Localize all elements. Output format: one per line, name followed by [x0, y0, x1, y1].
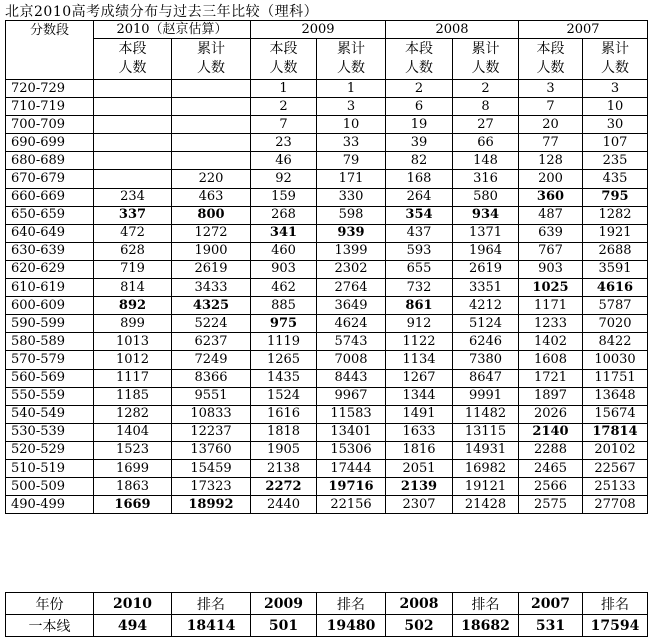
cumulative-count-cell: 435: [583, 170, 648, 188]
cumulative-count-cell: 220: [172, 170, 251, 188]
band-count-cell: 1344: [386, 387, 453, 405]
band-count-cell: 23: [251, 134, 317, 152]
rank-header-cell: 2010: [94, 593, 172, 615]
header-sub-label-line: 本段: [269, 41, 298, 57]
header-score-band: 分数段: [6, 21, 94, 80]
score-range-cell: 560-569: [6, 369, 94, 387]
cumulative-count-cell: [172, 152, 251, 170]
band-count-cell: 1404: [94, 423, 172, 441]
header-band-count: [251, 39, 317, 80]
score-range-cell: 720-729: [6, 80, 94, 98]
cumulative-count-cell: 66: [453, 134, 519, 152]
band-count-cell: 234: [94, 188, 172, 206]
band-count-cell: 1863: [94, 478, 172, 496]
score-range-cell: 530-539: [6, 423, 94, 441]
cumulative-count-cell: 1900: [172, 242, 251, 260]
band-count-cell: 7: [519, 98, 583, 116]
header-sub-label-line: 累计: [197, 41, 225, 57]
table-row: [6, 351, 648, 369]
cumulative-count-cell: 2302: [317, 260, 386, 278]
cumulative-count-cell: [172, 98, 251, 116]
cumulative-count-cell: 5743: [317, 333, 386, 351]
cumulative-count-cell: [172, 134, 251, 152]
table-row: [6, 152, 648, 170]
band-count-cell: 354: [386, 206, 453, 224]
cumulative-count-cell: 27: [453, 116, 519, 134]
header-cumulative-count: [583, 39, 648, 80]
cumulative-count-cell: 7249: [172, 351, 251, 369]
band-count-cell: 3: [519, 80, 583, 98]
band-count-cell: [94, 80, 172, 98]
band-count-cell: 975: [251, 315, 317, 333]
header-row-sub: [6, 39, 648, 80]
cumulative-count-cell: 330: [317, 188, 386, 206]
cumulative-count-cell: 3649: [317, 297, 386, 315]
cumulative-count-cell: 22156: [317, 496, 386, 514]
cumulative-count-cell: 18992: [172, 496, 251, 514]
band-count-cell: 639: [519, 224, 583, 242]
header-sub-label-line: 累计: [601, 41, 629, 57]
page-title: 北京2010高考成绩分布与过去三年比较（理科）: [5, 4, 319, 20]
cumulative-count-cell: 8647: [453, 369, 519, 387]
band-count-cell: 2: [386, 80, 453, 98]
rank-value-cell: 494: [94, 615, 172, 637]
cumulative-count-cell: 17814: [583, 423, 648, 441]
cumulative-count-cell: 7020: [583, 315, 648, 333]
cumulative-count-cell: 8366: [172, 369, 251, 387]
score-range-cell: 710-719: [6, 98, 94, 116]
cumulative-count-cell: 13115: [453, 423, 519, 441]
cumulative-count-cell: 30: [583, 116, 648, 134]
rank-header-cell: 2009: [251, 593, 317, 615]
rank-value-cell: 19480: [317, 615, 386, 637]
header-year-2007: 2007: [519, 21, 648, 39]
cumulative-count-cell: 5224: [172, 315, 251, 333]
band-count-cell: 337: [94, 206, 172, 224]
header-cumulative-count: [453, 39, 519, 80]
band-count-cell: 77: [519, 134, 583, 152]
header-row-years: [6, 21, 648, 39]
cumulative-count-cell: 5787: [583, 297, 648, 315]
band-count-cell: 2272: [251, 478, 317, 496]
band-count-cell: 1117: [94, 369, 172, 387]
band-count-cell: 1699: [94, 459, 172, 477]
band-count-cell: 7: [251, 116, 317, 134]
band-count-cell: 200: [519, 170, 583, 188]
band-count-cell: 1616: [251, 405, 317, 423]
band-count-cell: 168: [386, 170, 453, 188]
cumulative-count-cell: 19121: [453, 478, 519, 496]
rank-header-cell: 排名: [583, 593, 648, 615]
band-count-cell: 487: [519, 206, 583, 224]
header-band-count: [519, 39, 583, 80]
cumulative-count-cell: 17323: [172, 478, 251, 496]
header-sub-label-line: 人数: [337, 60, 365, 76]
header-sub-label-line: 本段: [536, 41, 565, 57]
band-count-cell: 899: [94, 315, 172, 333]
score-range-cell: 690-699: [6, 134, 94, 152]
cumulative-count-cell: 463: [172, 188, 251, 206]
table-row: [6, 260, 648, 278]
header-sub-label-line: 累计: [337, 41, 365, 57]
cumulative-count-cell: 17444: [317, 459, 386, 477]
header-cumulative-count: [317, 39, 386, 80]
table-row: [6, 224, 648, 242]
header-sub-label-line: 本段: [405, 41, 433, 57]
band-count-cell: 1633: [386, 423, 453, 441]
cumulative-count-cell: 5124: [453, 315, 519, 333]
cumulative-count-cell: 795: [583, 188, 648, 206]
band-count-cell: 655: [386, 260, 453, 278]
band-count-cell: 1122: [386, 333, 453, 351]
cumulative-count-cell: 8422: [583, 333, 648, 351]
band-count-cell: 1025: [519, 279, 583, 297]
band-count-cell: 885: [251, 297, 317, 315]
rank-value-cell: 502: [386, 615, 453, 637]
cumulative-count-cell: 934: [453, 206, 519, 224]
cumulative-count-cell: 1282: [583, 206, 648, 224]
band-count-cell: 1524: [251, 387, 317, 405]
band-count-cell: 719: [94, 260, 172, 278]
band-count-cell: 1402: [519, 333, 583, 351]
cumulative-count-cell: 3351: [453, 279, 519, 297]
band-count-cell: [94, 134, 172, 152]
header-sub-label-line: 本段: [118, 41, 147, 57]
band-count-cell: 1013: [94, 333, 172, 351]
band-count-cell: 903: [251, 260, 317, 278]
band-count-cell: 1897: [519, 387, 583, 405]
cumulative-count-cell: 1272: [172, 224, 251, 242]
table-row: [6, 441, 648, 459]
band-count-cell: 1608: [519, 351, 583, 369]
rank-header-cell: 排名: [317, 593, 386, 615]
cumulative-count-cell: 939: [317, 224, 386, 242]
score-range-cell: 700-709: [6, 116, 94, 134]
band-count-cell: 1669: [94, 496, 172, 514]
cumulative-count-cell: 21428: [453, 496, 519, 514]
table-row: [6, 170, 648, 188]
header-sub-label-line: 人数: [601, 60, 629, 76]
cumulative-count-cell: 4325: [172, 297, 251, 315]
cumulative-count-cell: 13401: [317, 423, 386, 441]
cumulative-count-cell: 15459: [172, 459, 251, 477]
cumulative-count-cell: 1399: [317, 242, 386, 260]
rank-header-row: [6, 593, 648, 615]
band-count-cell: 814: [94, 279, 172, 297]
cumulative-count-cell: 22567: [583, 459, 648, 477]
cumulative-count-cell: 79: [317, 152, 386, 170]
cumulative-count-cell: 107: [583, 134, 648, 152]
band-count-cell: 2051: [386, 459, 453, 477]
cumulative-count-cell: 235: [583, 152, 648, 170]
band-count-cell: 472: [94, 224, 172, 242]
rank-value-cell: 17594: [583, 615, 648, 637]
table-row: [6, 297, 648, 315]
header-sub-label-line: 人数: [269, 60, 298, 76]
score-range-cell: 610-619: [6, 279, 94, 297]
cumulative-count-cell: 2: [453, 80, 519, 98]
score-range-cell: 600-609: [6, 297, 94, 315]
rank-header-cell: 2008: [386, 593, 453, 615]
score-distribution-table: [5, 20, 648, 514]
cumulative-count-cell: 10: [583, 98, 648, 116]
band-count-cell: 1185: [94, 387, 172, 405]
cumulative-count-cell: 12237: [172, 423, 251, 441]
cumulative-count-cell: 9991: [453, 387, 519, 405]
header-sub-label-line: 累计: [471, 41, 500, 57]
score-range-cell: 550-559: [6, 387, 94, 405]
band-count-cell: 462: [251, 279, 317, 297]
first-tier-cutoff-table: [5, 592, 648, 637]
band-count-cell: 2465: [519, 459, 583, 477]
cumulative-count-cell: 33: [317, 134, 386, 152]
rank-value-cell: 一本线: [6, 615, 94, 637]
band-count-cell: 92: [251, 170, 317, 188]
band-count-cell: 264: [386, 188, 453, 206]
band-count-cell: 39: [386, 134, 453, 152]
cumulative-count-cell: [172, 116, 251, 134]
band-count-cell: 1491: [386, 405, 453, 423]
band-count-cell: 2140: [519, 423, 583, 441]
cumulative-count-cell: 20102: [583, 441, 648, 459]
score-range-cell: 670-679: [6, 170, 94, 188]
cumulative-count-cell: 25133: [583, 478, 648, 496]
cumulative-count-cell: 10833: [172, 405, 251, 423]
band-count-cell: [94, 170, 172, 188]
band-count-cell: 593: [386, 242, 453, 260]
band-count-cell: 1721: [519, 369, 583, 387]
band-count-cell: 19: [386, 116, 453, 134]
score-range-cell: 680-689: [6, 152, 94, 170]
header-year-2009: 2009: [251, 21, 386, 39]
band-count-cell: 1: [251, 80, 317, 98]
band-count-cell: 1265: [251, 351, 317, 369]
table-row: [6, 80, 648, 98]
band-count-cell: 82: [386, 152, 453, 170]
band-count-cell: 1282: [94, 405, 172, 423]
cumulative-count-cell: 11482: [453, 405, 519, 423]
cumulative-count-cell: 2688: [583, 242, 648, 260]
band-count-cell: 2139: [386, 478, 453, 496]
band-count-cell: 437: [386, 224, 453, 242]
score-range-cell: 540-549: [6, 405, 94, 423]
header-sub-label-line: 人数: [536, 60, 565, 76]
score-range-cell: 650-659: [6, 206, 94, 224]
header-year-2010: 2010（赵京估算）: [94, 21, 251, 39]
band-count-cell: 2: [251, 98, 317, 116]
cumulative-count-cell: 1921: [583, 224, 648, 242]
score-range-cell: 660-669: [6, 188, 94, 206]
cumulative-count-cell: 316: [453, 170, 519, 188]
cumulative-count-cell: 8443: [317, 369, 386, 387]
cumulative-count-cell: 2619: [453, 260, 519, 278]
table-row: [6, 496, 648, 514]
cumulative-count-cell: 800: [172, 206, 251, 224]
score-range-cell: 630-639: [6, 242, 94, 260]
band-count-cell: 1905: [251, 441, 317, 459]
band-count-cell: 2566: [519, 478, 583, 496]
band-count-cell: 892: [94, 297, 172, 315]
score-range-cell: 570-579: [6, 351, 94, 369]
table-row: [6, 333, 648, 351]
cumulative-count-cell: 3591: [583, 260, 648, 278]
band-count-cell: 1818: [251, 423, 317, 441]
score-range-cell: 580-589: [6, 333, 94, 351]
table-row: [6, 405, 648, 423]
band-count-cell: 2575: [519, 496, 583, 514]
cumulative-count-cell: 7380: [453, 351, 519, 369]
band-count-cell: 20: [519, 116, 583, 134]
header-sub-label-line: 人数: [471, 60, 500, 76]
cumulative-count-cell: 1964: [453, 242, 519, 260]
band-count-cell: 732: [386, 279, 453, 297]
cumulative-count-cell: 4624: [317, 315, 386, 333]
band-count-cell: 628: [94, 242, 172, 260]
cumulative-count-cell: 148: [453, 152, 519, 170]
cumulative-count-cell: 1: [317, 80, 386, 98]
table-row: [6, 315, 648, 333]
band-count-cell: 46: [251, 152, 317, 170]
cumulative-count-cell: 13648: [583, 387, 648, 405]
rank-value-cell: 531: [519, 615, 583, 637]
cumulative-count-cell: 13760: [172, 441, 251, 459]
score-range-cell: 640-649: [6, 224, 94, 242]
cumulative-count-cell: 3: [583, 80, 648, 98]
rank-value-cell: 18414: [172, 615, 251, 637]
band-count-cell: 128: [519, 152, 583, 170]
table-row: [6, 134, 648, 152]
table-row: [6, 116, 648, 134]
band-count-cell: 1119: [251, 333, 317, 351]
cumulative-count-cell: 16982: [453, 459, 519, 477]
band-count-cell: 460: [251, 242, 317, 260]
cumulative-count-cell: 19716: [317, 478, 386, 496]
band-count-cell: [94, 116, 172, 134]
band-count-cell: 903: [519, 260, 583, 278]
band-count-cell: 6: [386, 98, 453, 116]
band-count-cell: 912: [386, 315, 453, 333]
header-cumulative-count: [172, 39, 251, 80]
cumulative-count-cell: 2619: [172, 260, 251, 278]
cumulative-count-cell: 580: [453, 188, 519, 206]
cumulative-count-cell: 15306: [317, 441, 386, 459]
cumulative-count-cell: 27708: [583, 496, 648, 514]
band-count-cell: 1267: [386, 369, 453, 387]
band-count-cell: 767: [519, 242, 583, 260]
band-count-cell: 1435: [251, 369, 317, 387]
band-count-cell: 360: [519, 188, 583, 206]
band-count-cell: 1523: [94, 441, 172, 459]
header-band-count: [94, 39, 172, 80]
rank-value-cell: 18682: [453, 615, 519, 637]
score-range-cell: 590-599: [6, 315, 94, 333]
table-row: [6, 423, 648, 441]
cumulative-count-cell: 6237: [172, 333, 251, 351]
header-sub-label-line: 人数: [197, 60, 225, 76]
cumulative-count-cell: 171: [317, 170, 386, 188]
cumulative-count-cell: 6246: [453, 333, 519, 351]
table-row: [6, 369, 648, 387]
rank-header-cell: 排名: [453, 593, 519, 615]
table-row: [6, 279, 648, 297]
cumulative-count-cell: 15674: [583, 405, 648, 423]
score-range-cell: 520-529: [6, 441, 94, 459]
band-count-cell: 1171: [519, 297, 583, 315]
band-count-cell: 2026: [519, 405, 583, 423]
score-range-cell: 510-519: [6, 459, 94, 477]
cumulative-count-cell: 7008: [317, 351, 386, 369]
band-count-cell: 2440: [251, 496, 317, 514]
header-sub-label-line: 人数: [405, 60, 433, 76]
score-range-cell: 500-509: [6, 478, 94, 496]
band-count-cell: 1134: [386, 351, 453, 369]
score-range-cell: 620-629: [6, 260, 94, 278]
cumulative-count-cell: 11583: [317, 405, 386, 423]
rank-header-cell: 年份: [6, 593, 94, 615]
band-count-cell: 1012: [94, 351, 172, 369]
header-band-count: [386, 39, 453, 80]
band-count-cell: 341: [251, 224, 317, 242]
band-count-cell: 1233: [519, 315, 583, 333]
cumulative-count-cell: 2764: [317, 279, 386, 297]
score-range-cell: 490-499: [6, 496, 94, 514]
band-count-cell: 2138: [251, 459, 317, 477]
cumulative-count-cell: 10: [317, 116, 386, 134]
rank-data-row: [6, 615, 648, 637]
table-row: [6, 478, 648, 496]
cumulative-count-cell: 10030: [583, 351, 648, 369]
cumulative-count-cell: 9551: [172, 387, 251, 405]
band-count-cell: 159: [251, 188, 317, 206]
cumulative-count-cell: 8: [453, 98, 519, 116]
cumulative-count-cell: 598: [317, 206, 386, 224]
cumulative-count-cell: 1371: [453, 224, 519, 242]
band-count-cell: 2307: [386, 496, 453, 514]
rank-header-cell: 2007: [519, 593, 583, 615]
band-count-cell: [94, 98, 172, 116]
cumulative-count-cell: [172, 80, 251, 98]
table-row: [6, 206, 648, 224]
cumulative-count-cell: 4212: [453, 297, 519, 315]
band-count-cell: 2288: [519, 441, 583, 459]
table-row: [6, 387, 648, 405]
band-count-cell: 861: [386, 297, 453, 315]
cumulative-count-cell: 9967: [317, 387, 386, 405]
cumulative-count-cell: 11751: [583, 369, 648, 387]
band-count-cell: 268: [251, 206, 317, 224]
cumulative-count-cell: 4616: [583, 279, 648, 297]
table-row: [6, 98, 648, 116]
rank-header-cell: 排名: [172, 593, 251, 615]
cumulative-count-cell: 3433: [172, 279, 251, 297]
table-row: [6, 459, 648, 477]
rank-value-cell: 501: [251, 615, 317, 637]
band-count-cell: [94, 152, 172, 170]
band-count-cell: 1816: [386, 441, 453, 459]
cumulative-count-cell: 3: [317, 98, 386, 116]
cumulative-count-cell: 14931: [453, 441, 519, 459]
table-row: [6, 242, 648, 260]
header-year-2008: 2008: [386, 21, 519, 39]
header-sub-label-line: 人数: [118, 60, 147, 76]
table-row: [6, 188, 648, 206]
